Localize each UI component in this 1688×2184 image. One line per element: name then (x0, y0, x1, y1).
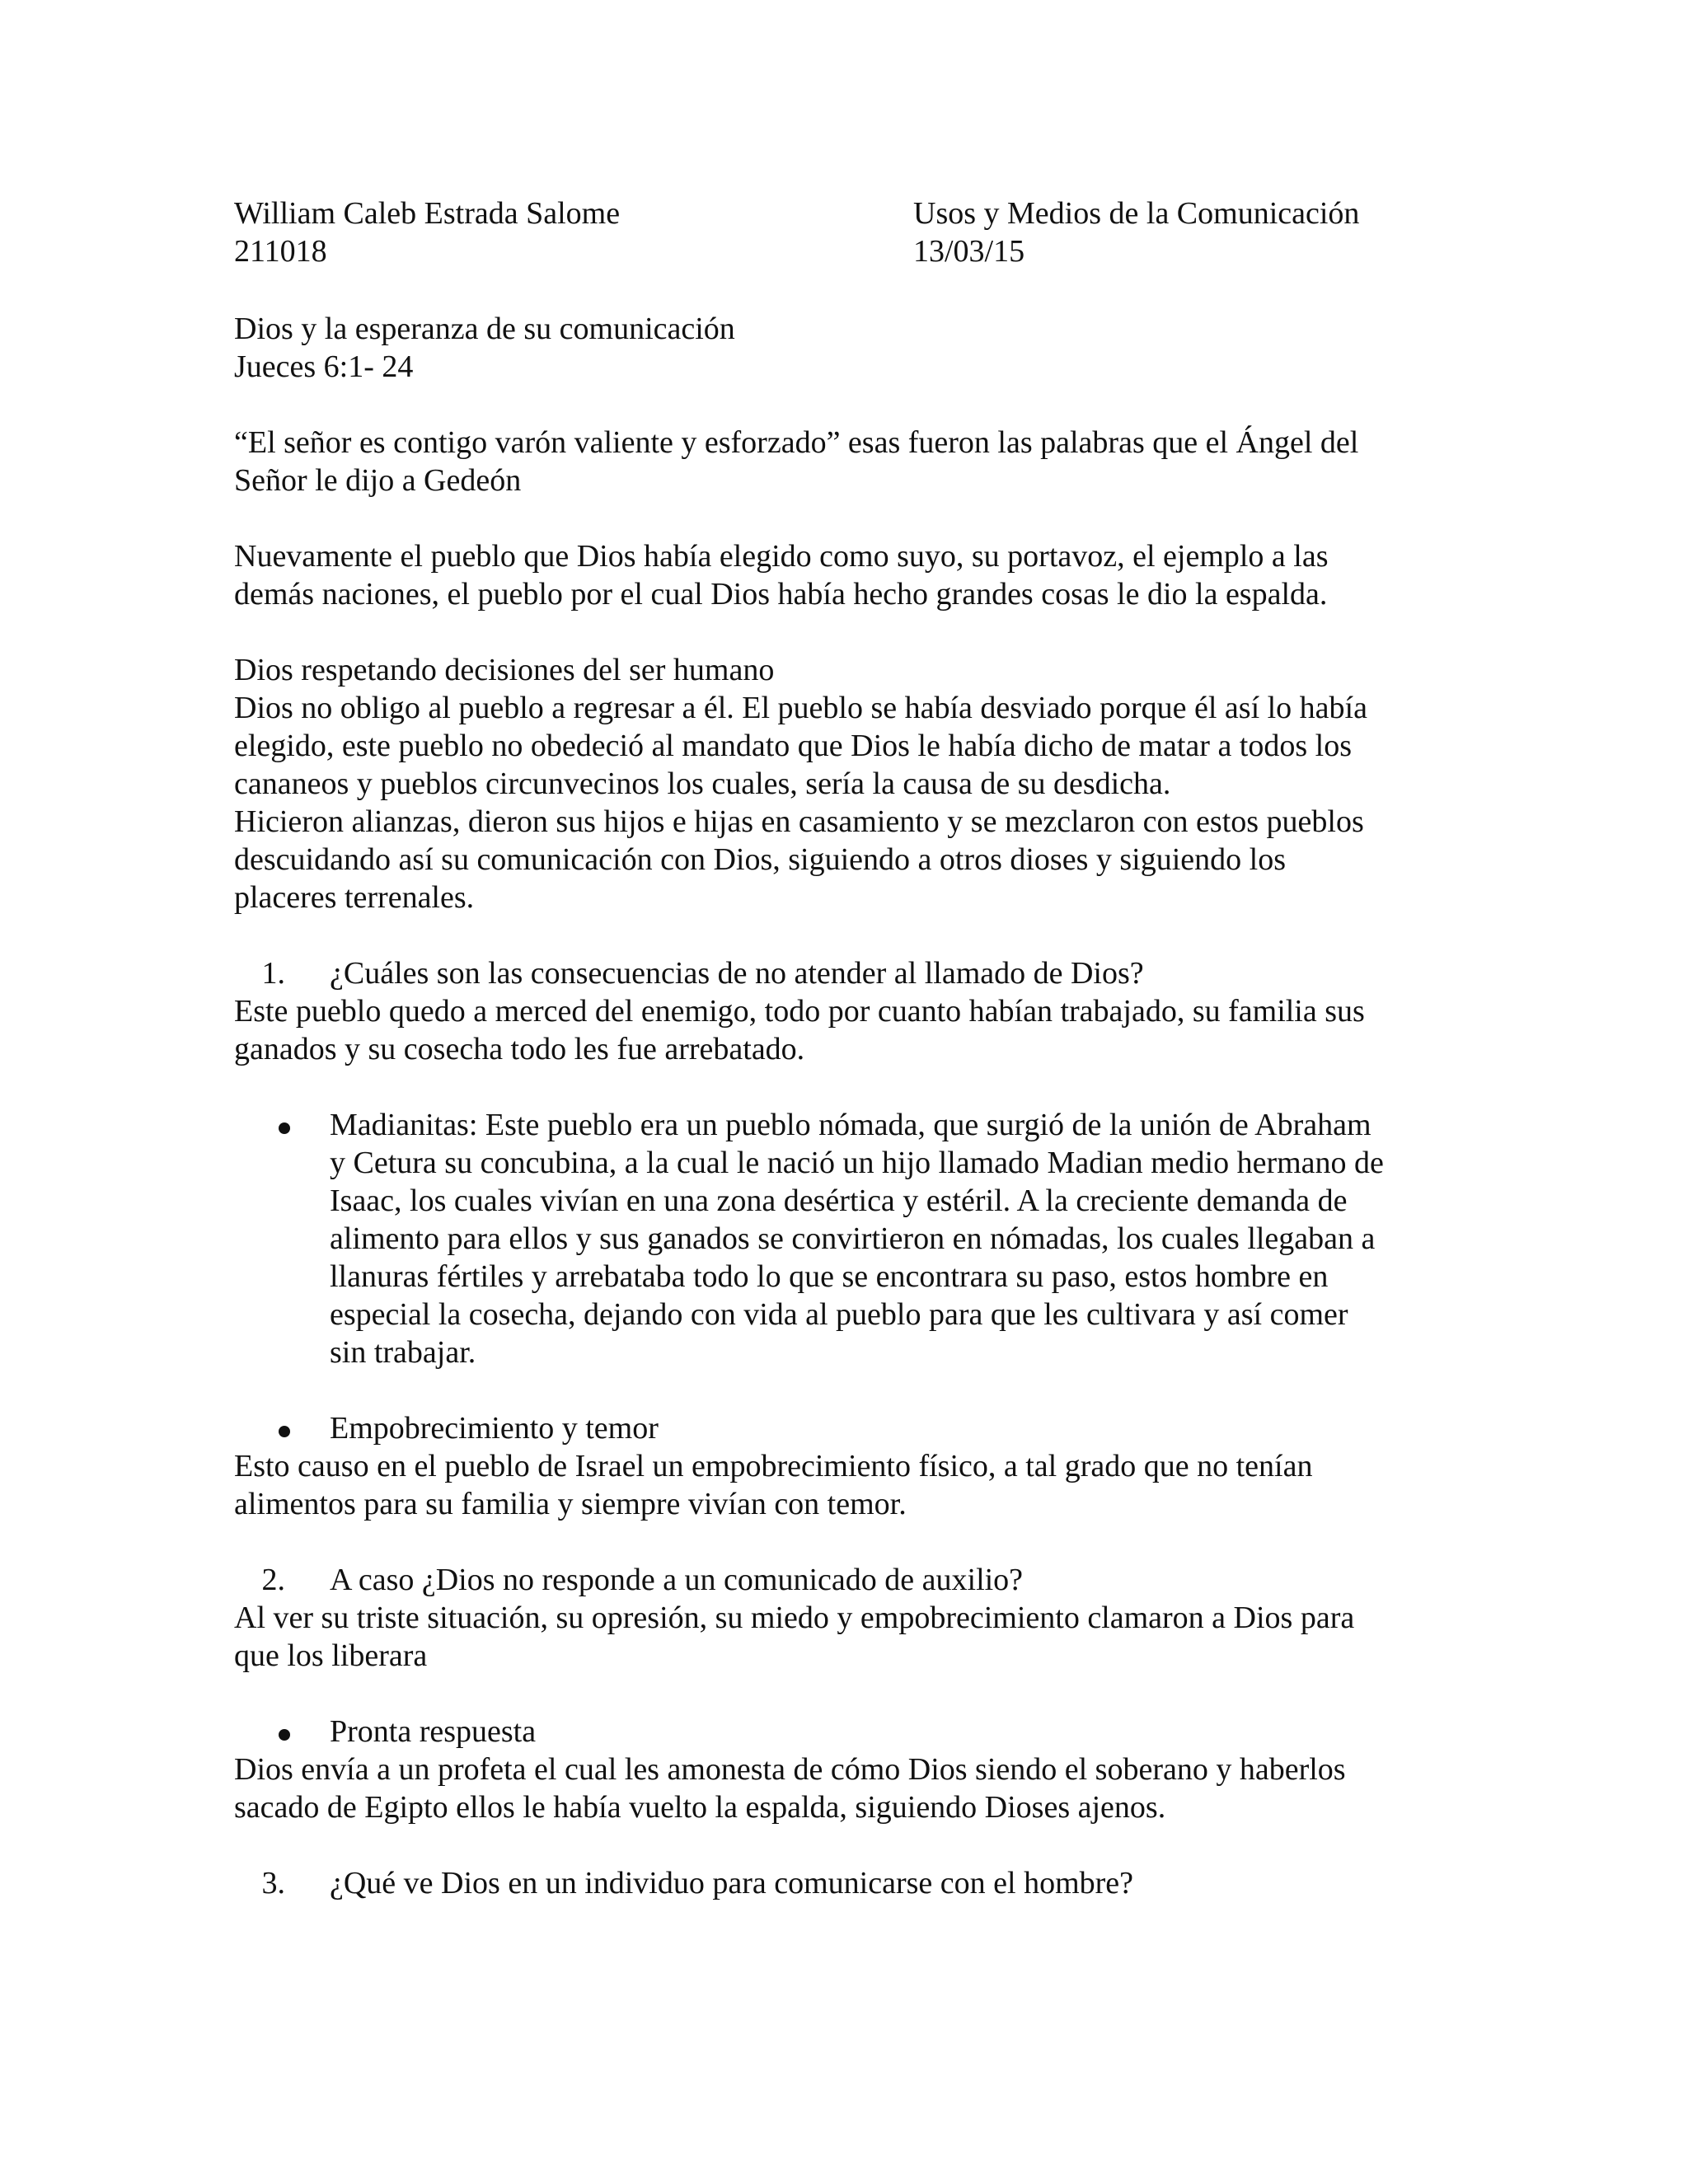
list-number: 2. (261, 1563, 285, 1597)
document-date: 13/03/15 (913, 234, 1025, 269)
paragraph-line: cananeos y pueblos circunvecinos los cuales, sería la causa de su desdicha. (234, 766, 1171, 801)
author-name: William Caleb Estrada Salome (234, 196, 621, 231)
intro-line: “El señor es contigo varón valiente y esforzado” esas fueron las palabras que el Ángel del (234, 425, 1359, 460)
answer-line: que los liberara (234, 1638, 428, 1673)
answer-line: Este pueblo quedo a merced del enemigo, todo por cuanto habían trabajado, su familia sus (234, 994, 1365, 1029)
question-text: ¿Cuáles son las consecuencias de no atender al llamado de Dios? (330, 956, 1144, 991)
paragraph-line: Hicieron alianzas, dieron sus hijos e hijas en casamiento y se mezclaron con estos pueblos (234, 804, 1364, 839)
student-id: 211018 (234, 234, 327, 269)
paragraph-line: sacado de Egipto ellos le había vuelto la espalda, siguiendo Dioses ajenos. (234, 1790, 1166, 1825)
question-text: A caso ¿Dios no responde a un comunicado de auxilio? (330, 1563, 1024, 1597)
bullet-label: Empobrecimiento y temor (330, 1411, 659, 1446)
paragraph-line: Dios no obligo al pueblo a regresar a él. El pueblo se había desviado porque él así lo había (234, 691, 1367, 725)
paragraph-line: Dios envía a un profeta el cual les amonesta de cómo Dios siendo el soberano y haberlos (234, 1752, 1346, 1787)
question-text: ¿Qué ve Dios en un individuo para comunicarse con el hombre? (330, 1866, 1134, 1900)
answer-line: Al ver su triste situación, su opresión, su miedo y empobrecimiento clamaron a Dios para (234, 1601, 1355, 1635)
bullet-line: Madianitas: Este pueblo era un pueblo nómada, que surgió de la unión de Abraham (330, 1108, 1372, 1142)
bullet-label: Pronta respuesta (330, 1714, 537, 1749)
list-number: 3. (261, 1866, 285, 1900)
bullet-icon (279, 1122, 290, 1134)
answer-line: ganados y su cosecha todo les fue arrebatado. (234, 1032, 805, 1066)
paragraph-line: Nuevamente el pueblo que Dios había elegido como suyo, su portavoz, el ejemplo a las (234, 539, 1329, 574)
document-title: Dios y la esperanza de su comunicación (234, 312, 735, 346)
bullet-icon (279, 1729, 290, 1741)
bullet-line: llanuras fértiles y arrebataba todo lo que se encontrara su paso, estos hombre en (330, 1259, 1329, 1294)
bullet-line: y Cetura su concubina, a la cual le nació un hijo llamado Madian medio hermano de (330, 1146, 1384, 1180)
paragraph-line: placeres terrenales. (234, 880, 475, 915)
paragraph-line: Esto causo en el pueblo de Israel un empobrecimiento físico, a tal grado que no tenían (234, 1449, 1313, 1483)
scripture-reference: Jueces 6:1- 24 (234, 349, 414, 384)
bullet-line: alimento para ellos y sus ganados se convirtieron en nómadas, los cuales llegaban a (330, 1221, 1376, 1256)
paragraph-line: descuidando así su comunicación con Dios, siguiendo a otros dioses y siguiendo los (234, 842, 1286, 877)
bullet-line: Isaac, los cuales vivían en una zona desértica y estéril. A la creciente demanda de (330, 1183, 1348, 1218)
paragraph-line: elegido, este pueblo no obedeció al mandato que Dios le había dicho de matar a todos los (234, 729, 1352, 763)
list-number: 1. (261, 956, 285, 991)
bullet-line: especial la cosecha, dejando con vida al pueblo para que les cultivara y así comer (330, 1297, 1348, 1332)
bullet-icon (279, 1426, 290, 1437)
intro-line: Señor le dijo a Gedeón (234, 463, 522, 498)
bullet-line: sin trabajar. (330, 1335, 476, 1370)
paragraph-line: demás naciones, el pueblo por el cual Dios había hecho grandes cosas le dio la espalda. (234, 577, 1328, 612)
course-name: Usos y Medios de la Comunicación (913, 196, 1360, 231)
paragraph-line: alimentos para su familia y siempre vivían con temor. (234, 1487, 907, 1521)
section-heading: Dios respetando decisiones del ser humano (234, 653, 775, 687)
